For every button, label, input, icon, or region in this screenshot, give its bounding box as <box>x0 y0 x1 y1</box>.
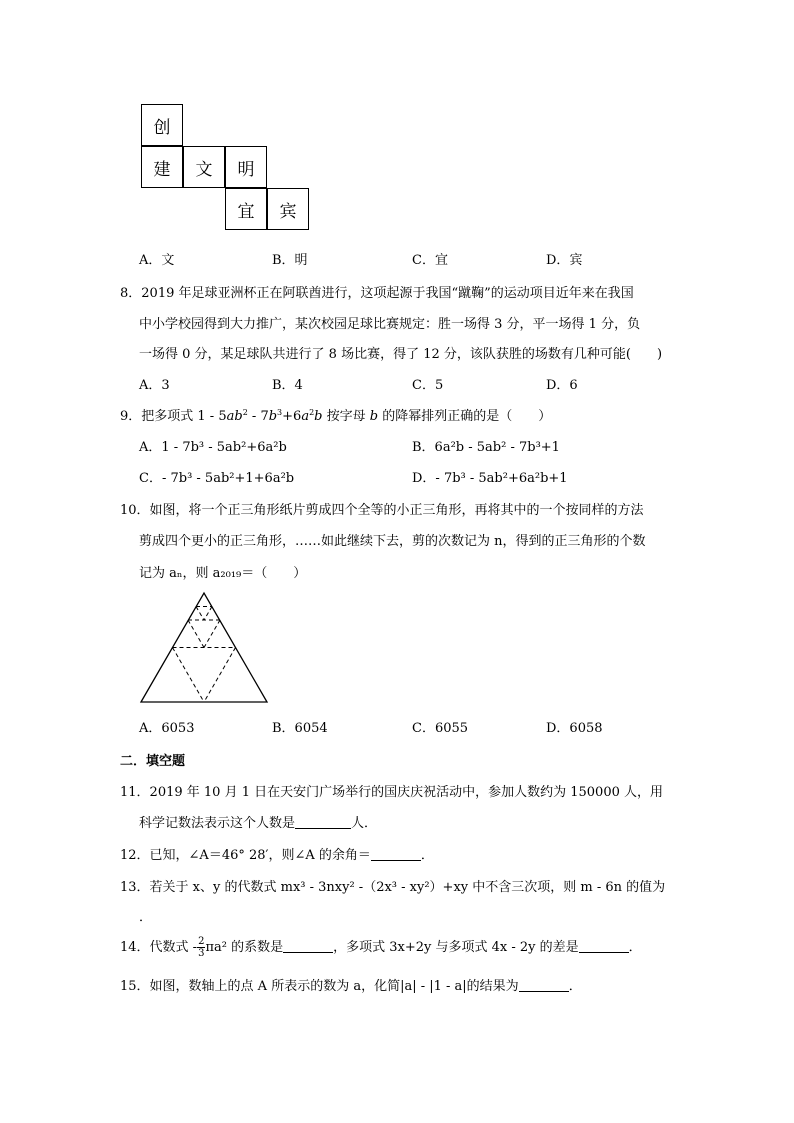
q13-line-1: 13．若关于 x、y 的代数式 mx³ - 3nxy² -（2x³ - xy²）+xy 中不含三次项，则 m - 6n 的值为 <box>120 880 666 895</box>
q10-option-b: B．6054 <box>272 721 328 736</box>
q8-line-1: 8．2019 年足球亚洲杯正在阿联酋进行，这项起源于我国“蹴鞠”的运动项目近年来在我国 <box>120 286 634 301</box>
net-cell-2: 建 <box>141 146 183 188</box>
q7-option-d: D．宾 <box>546 253 583 268</box>
q9-stem-c: 的降幂排列正确的是（ ） <box>382 409 552 424</box>
q9-option-a: A．1 - 7b³ - 5ab²+6a²b <box>139 440 287 455</box>
q9-option-b: B．6a²b - 5ab² - 7b³+1 <box>412 440 560 455</box>
q15-text-b: ． <box>568 979 582 994</box>
section-title-fill-in: 二．填空题 <box>120 754 186 769</box>
q11-line-2 <box>139 812 377 831</box>
triangle-subdivision-figure <box>138 590 270 706</box>
q9-stem-b: 按字母 <box>326 409 366 424</box>
q14-answer-blank-1[interactable] <box>283 940 333 953</box>
q15-text-a: 15．如图，数轴上的点 A 所表示的数为 a，化简|a| - |1 - a|的结果为 <box>120 979 519 994</box>
net-cell-5: 宜 <box>225 188 267 230</box>
q10-line-2: 剪成四个更小的正三角形，……如此继续下去，剪的次数记为 n，得到的正三角形的个数 <box>139 534 646 549</box>
q8-option-a: A．3 <box>139 378 170 393</box>
net-cell-6: 宾 <box>267 188 309 230</box>
q14-text-d: ． <box>628 940 642 955</box>
q11-text-a: 科学记数法表示这个人数是 <box>139 816 296 831</box>
net-cell-4: 明 <box>225 146 267 188</box>
q14-frac-numerator: 2 <box>198 936 205 947</box>
net-cell-3: 文 <box>183 146 225 188</box>
q14-text-c: ，多项式 3x+2y 与多项式 4x - 2y 的差是 <box>333 940 579 955</box>
q15-line <box>120 975 582 994</box>
q7-option-b: B．明 <box>272 253 308 268</box>
q8-option-b: B．4 <box>272 378 303 393</box>
q9-stem-a: 9．把多项式 1 - 5 <box>120 409 227 424</box>
q8-option-d: D．6 <box>546 378 578 393</box>
q10-option-a: A．6053 <box>139 721 195 736</box>
q9-stem: 9．把多项式 $1 - 5ab^2 - 7b^3+6a^2b$ 按字母 b 的降幂排列正确的是（ ） <box>120 408 552 424</box>
q10-option-c: C．6055 <box>412 721 469 736</box>
q14-line <box>120 936 642 959</box>
q7-option-c: C．宜 <box>412 253 448 268</box>
q12-line <box>120 844 434 863</box>
q9-option-d: D．- 7b³ - 5ab²+6a²b+1 <box>412 471 568 486</box>
net-cell-1: 创 <box>141 104 183 146</box>
q8-option-c: C．5 <box>412 378 444 393</box>
q10-line-3: 记为 aₙ，则 a₂₀₁₉＝（ ） <box>139 566 307 581</box>
dashed-cuts <box>173 607 236 703</box>
q14-text-b: πa² 的系数是 <box>205 940 284 955</box>
q11-answer-blank[interactable] <box>295 816 351 829</box>
q7-option-a: A．文 <box>139 253 175 268</box>
q14-text-a: 14．代数式 - <box>120 940 198 955</box>
q11-line-1: 11．2019 年 10 月 1 日在天安门广场举行的国庆庆祝活动中，参加人数约为 150000 人，用 <box>120 785 663 800</box>
q12-text-a: 12．已知，∠A＝46° 28′，则∠A 的余角＝ <box>120 848 371 863</box>
q15-answer-blank[interactable] <box>519 979 569 992</box>
q8-line-3: 一场得 0 分，某足球队共进行了 8 场比赛，得了 12 分，该队获胜的场数有几种可能( ) <box>139 347 663 362</box>
q8-line-2: 中小学校园得到大力推广，某次校园足球比赛规定：胜一场得 3 分，平一场得 1 分，负 <box>139 317 641 332</box>
q12-answer-blank[interactable] <box>371 848 421 861</box>
q11-text-b: 人． <box>351 816 378 831</box>
q14-answer-blank-2[interactable] <box>579 940 629 953</box>
q9-option-c: C．- 7b³ - 5ab²+1+6a²b <box>139 471 295 486</box>
q14-frac-denominator: 3 <box>198 948 205 959</box>
q13-line-2: ． <box>139 910 153 925</box>
q10-line-1: 10．如图，将一个正三角形纸片剪成四个全等的小正三角形，再将其中的一个按同样的方法 <box>120 503 644 518</box>
q12-text-b: ． <box>420 848 434 863</box>
q10-option-d: D．6058 <box>546 721 603 736</box>
